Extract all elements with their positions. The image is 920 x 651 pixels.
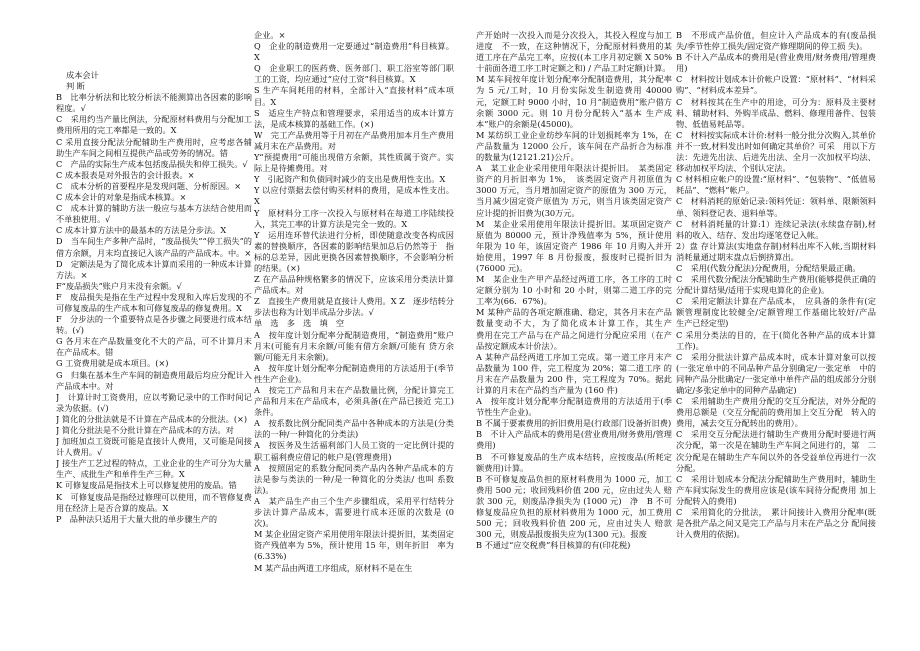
paragraph: J 加班加点工资既可能是直接计人费用，又可能是间接计人费用。√ bbox=[56, 436, 252, 458]
paragraph: S 生产车间耗用的材料，全部计入“直接材料”成本项目。X bbox=[254, 85, 454, 107]
paragraph: A 按完工产品和月末在产品数量比例，分配计算完工产品和月末在产品成本，必须具备(在产品已接近 完工)条件。 bbox=[254, 385, 454, 418]
paragraph: P 品种法只适用于大量大批的单步骤生产的 bbox=[56, 513, 218, 524]
paragraph: C 采用分类法的目的，在于(简化各种产品的成本计算工作)。 bbox=[676, 329, 876, 351]
paragraph: C 采用计划成本分配法分配辅助生产费用时，辅助生产车间实际发生的费用应该是(该车间待分配费用 加上分配转入的费用) bbox=[676, 473, 876, 506]
paragraph: G 各月末在产品数量变化不大的产品，可不计算月末在产品成本。错 bbox=[56, 336, 252, 358]
paragraph: C 材料消耗的原始记录:领料凭证：领料单、限额领料单、领料登记表、退料单等。 bbox=[676, 196, 876, 218]
paragraph: B 不可修复废品负担的原材料费用为 1000 元，加工费用 500 元；收回残料价值 200 元，应由过失人 赔款 300 元，则废品净损失为 (1000 元) 净 B 不可修复废品应负担的原材料费用为 1000 元，加工费用 500 元；回收残料价值 200 元，应由过失人 赔款 300 元，则废品报废损失应为(1300 元)。报废 bbox=[476, 473, 672, 540]
paragraph: C 成本报表是对外报告的会计报表。× bbox=[56, 169, 195, 180]
paragraph: C 采用辅助生产费用分配的交互分配法，对外分配的费用总额是（交互分配前的费用加上交互分配 转入的费用，减去交互分配转出的费用）。 bbox=[676, 396, 876, 429]
paragraph: Y 原材料分工序一次投入与原材料在每道工序陆续投入，其完工率的计算方法是完全一致的。X bbox=[254, 207, 454, 229]
paragraph: 2）盘 存计算法(实地盘存制)材料出库不入帐,当期材料消耗量通过期末盘点后倒挤算出。 bbox=[676, 240, 876, 262]
paragraph: A 按医务及生活福利部门人员工资的一定比例计提的职工福利费应借记的帐户是(管理费用) bbox=[254, 440, 454, 462]
paragraph: Q 企业的制造费用一定要通过“制造费用”科目核算。X bbox=[254, 41, 454, 63]
paragraph: J 简化分批法是不分批计算在产品成本的方法。对 bbox=[56, 425, 234, 435]
paragraph: A 某产品生产由三个生产步骤组成，采用平行结转分步法计算产品成本，需要进行成本还原的次数是 (0 次)。 bbox=[254, 495, 454, 529]
paragraph: Y“预提费用”可能出现借方余额，其性质属于资产。实际上是待摊费用。对 bbox=[254, 152, 454, 174]
paragraph: A 某工业企业采用使用年限法计提折旧。 某类固定资产的月折旧率为 1%， 该类固定资产月初原值为 3000 万元，当月增加固定资产的原值为 300 万元，当月减少固定资产原值为 万元，则当月该类固定资产 应计提的折旧费为(30万元。 bbox=[476, 163, 672, 218]
paragraph: M 某企业生产甲产品经过两道工序，各工序的工时定额分别为 10 小时和 20 小时，则第二道工序的完 工率为(66．67%)。 bbox=[476, 274, 672, 307]
paragraph: M 某产品由两道工序组成，原材料不是在生 bbox=[254, 562, 413, 573]
paragraph: Y 以应付票据去偿付购买材料的费用，是成本性支出。X bbox=[254, 185, 454, 207]
paragraph: B 不计入产品成本的费用是(营业费用/财务费用/管理费用) bbox=[476, 429, 672, 451]
paragraph: J 计算计时工资费用，应以考勤记录中的工作时间记录为依据。(√) bbox=[56, 391, 252, 413]
paragraph: C 成本计算方法中的最基本的方法是分步法。X bbox=[56, 225, 227, 236]
paragraph: Y 引起资产和负债同时减少的支出是费用性支出。X bbox=[254, 174, 446, 185]
paragraph: K 可修复废品是指技术上可以修复使用的废品。错 bbox=[56, 480, 237, 491]
paragraph: B 不可修复废品的生产成本结转，应按废品(所耗定额费用)计算。 bbox=[476, 451, 672, 473]
paragraph: A 按年度计划分配率分配制造费用的方法适用于(季节性生产企业)。 bbox=[254, 362, 454, 384]
paragraph: B 不形成产品价值，但应计入产品成本的有(废品损失/季节性停工损失/固定资产修理期间的停工损 失)。 bbox=[676, 30, 876, 52]
paragraph: D 当车间生产多种产品时，“废品损失”“停工损失”的借方余额，月末均直接记入该产品的产品成本。中。× bbox=[56, 236, 252, 258]
paragraph: M 某车间按年度计划分配率分配制造费用，其分配率为 5 元/工时，10 月份实际发生制造费用 40000 元，定额工时 9000 小时，10 月“制造费用”账户借方余额 3000 元。则 10 月份分配转入“基本 生产成本”账户的余额是(45000)。 bbox=[476, 74, 672, 129]
paragraph: M 某企业固定资产采用使用年限法计提折旧，某类固定资产残值率为 5%，预计使用 15 年，则年折旧 率为(6.33%) bbox=[254, 529, 454, 562]
paragraph: Y 运用连环替代法进行分析，即使随意改变各构成因素的替换顺序，各因素的影响结果加总后仍然等于 指标的总差异，因此更换各因素替换顺序，不会影响分析的结果。(×) bbox=[254, 229, 454, 273]
section-heading: 判 断 bbox=[66, 81, 85, 92]
paragraph: C 成本分析的首要程序是发现问题、分析原因。× bbox=[56, 180, 242, 191]
text-column-3 bbox=[476, 30, 672, 645]
paragraph: C 采用简化的分批法， 累计间接计入费用分配率(既是各批产品之间又是完工产品与月末在产品之分 配间接计入费用的依据)。 bbox=[676, 507, 876, 540]
paragraph: B 不属于要素费用的折旧费用是(行政部门设备折旧费) bbox=[476, 418, 672, 429]
paragraph: C 成本计算的辅助方法一般应与基本方法结合使用而不单独使用。√ bbox=[56, 203, 252, 225]
paragraph: C 材料按计划成本计价帐户设置：“原材料”、“材料采购”、“材料成本差异”。 bbox=[676, 74, 876, 96]
text-column-2 bbox=[254, 30, 454, 645]
paragraph: M 某纺织工业企业纺纱车间的计划损耗率为 1%，在产品数量为 12000 公斤，该车间在产品折合为标准 的数量为(12121.21)公斤。 bbox=[476, 129, 672, 163]
paragraph: B 比率分析法和比较分析法不能测算出各因素的影响程度。√ bbox=[56, 92, 252, 114]
paragraph: C 采用直接分配法分配辅助生产费用时，应考虑各辅助生产车间之间相互提供产品或劳务的情况。错 bbox=[56, 136, 252, 158]
text-column-4 bbox=[676, 30, 876, 645]
paragraph: B 不通过“应交税费”科目核算的有(印花税) bbox=[476, 540, 631, 551]
paragraph: C 材料消耗量的计算:1）连续记录法(永续盘存制),材料的收入、结存、发出均逐笔登记入帐。 bbox=[676, 218, 876, 240]
text-column-1 bbox=[56, 70, 252, 645]
paragraph: C 采用交互分配法进行辅助生产费用分配时要进行两次分配，第一次是在辅助生产车间之间进行的，第 二次分配是在辅助生产车间以外的各受益单位再进行一次分配。 bbox=[676, 429, 876, 473]
paragraph: Z 在产品品种规格繁多的情况下，应该采用分类法计算产品成本。对 bbox=[254, 274, 454, 296]
paragraph: J 接生产工艺过程的特点，工业企业的生产可分为大量生产、成批生产和单件生产三种。X bbox=[56, 458, 252, 480]
paragraph: Z 直接生产费用就是直接计人费用。X Z 逐步结转分步法也称为计划半成品分步法。√ bbox=[254, 296, 454, 318]
paragraph: C 采用分批法计算产品成本时，成本计算对象可以按(一张定单中的不同品种产品分别确定/一张定单 中的同种产品分批确定/一张定单中单件产品的组成部分分别确定/多张定单中的同种产品确定) bbox=[676, 351, 876, 395]
paragraph: K 可修复废品是指经过修理可以使用，而不管修复费用在经济上是否合算的废品。X bbox=[56, 491, 252, 513]
paragraph: A 按系数比例分配同类产品中各种成本的方法是(分类法的一种/一种简化的分类法) bbox=[254, 418, 454, 440]
document-title: 成本会计 bbox=[66, 70, 99, 80]
paragraph: 产开始时一次投入而是分次投入，其投入程度与加工进度 不一致，在这种情况下，分配原材料费用的某道工序在产品完工率，应按((本工序月初定额 X 50% 十前面各道工序工时定额之和) / 产品工时定额)计算。 bbox=[476, 30, 672, 74]
paragraph: C 产品的实际生产成本包括废品损失和停工损失。√ bbox=[56, 158, 248, 169]
paragraph: C 材料按其在生产中的用途，可分为：原料及主要材料、辅助材料、外购半成品、燃料、修理用备件、包装物、低值易耗品等。 bbox=[676, 96, 876, 129]
paragraph: C 成本会计的对象是指成本核算。× bbox=[56, 192, 187, 203]
paragraph: F“废品损失”账户月末没有余额。√ bbox=[56, 280, 182, 291]
paragraph: D 定额法是为了简化成本计算而采用的一种成本计算方法。× bbox=[56, 258, 252, 280]
paragraph: C 材料相应帐户的设置:“原材料”、“包装物”、“低值易耗品”、“燃料”帐户。 bbox=[676, 174, 876, 196]
paragraph: C 采用(代数分配法)分配费用，分配结果最正确。 bbox=[676, 262, 861, 273]
paragraph: S 适应生产特点和管理要求，采用适当的成本计算方法，是成本核算的基础工作。(×) bbox=[254, 107, 454, 129]
paragraph: 单 选 多 选 填 空 bbox=[254, 318, 345, 329]
paragraph: A 某种产品经两道工序加工完成。第一道工序月末产品数量为 100 件，完工程度为 20%；第二道工序 的月末在产品数量为 200 件，完工程度为 70%。据此计算的月末在产品约当产量为 (160 件) bbox=[476, 351, 672, 395]
paragraph: C 采用代数分配法分配辅助生产费用(能够提供正确的分配计算结果/适用于实现电算化的企业)。 bbox=[676, 274, 876, 296]
paragraph: C 采用定额法计算在产品成本， 应具备的条件有(定额管理制度比较健全/定额管理工作基础比较好/产品 生产已经定型) bbox=[676, 296, 876, 329]
paragraph: G 工资费用就是成本项目。(×) bbox=[56, 358, 169, 369]
paragraph: J 简化的分批法就是不计算在产品成本的分批法。(×) bbox=[56, 413, 248, 424]
paragraph: C 采用约当产量比例法，分配原材料费用与分配加工费用所用的完工率都是一致的。X bbox=[56, 114, 252, 136]
paragraph: C 材料按实际成本计价:材料一般分批分次购入,其单价并不一致,材料发出时如何确定其单价？可采 用以下方法：先进先出法、后进先出法、全月一次加权平均法、移动加权平均法、个别认定法。 bbox=[676, 129, 876, 174]
paragraph: B 不计入产品成本的费用是(营业费用/财务费用/管理费用) bbox=[676, 52, 876, 74]
column-1-body bbox=[56, 92, 252, 525]
paragraph: A 按年度计划分配率分配制造费用，“制造费用”账户月末(可能有月末余额/可能有借方余额/可能有 贷方余额/可能无月末余额)。 bbox=[254, 329, 454, 362]
paragraph: W 完工产品费用等于月初在产品费用加本月生产费用减月末在产品费用。对 bbox=[254, 129, 454, 151]
paragraph: F 分步法的一个重要特点是各步骤之间要进行成本结转。(√) bbox=[56, 314, 252, 336]
paragraph: Q 企业职工的医药费、医务部门、职工浴室等部门职工的工资，均应通过“应付工资”科目核算。X bbox=[254, 63, 454, 85]
paragraph: A 按照固定的系数分配同类产品内各种产品成本的方法是参与类法的一种/是一种简化的分类法/ 也叫 系数法)。 bbox=[254, 462, 454, 495]
paragraph: 企业。× bbox=[254, 30, 286, 40]
paragraph: A 按年度计划分配率分配制造费用的方法适用于(季节性生产企业)。 bbox=[476, 396, 672, 418]
paragraph: G 归集在基本生产车间的制造费用最后均应分配计入产品成本中。对 bbox=[56, 369, 252, 391]
paragraph: M 某种产品的各项定额准确、稳定，其各月末在产品数量变动不大，为了简化成本计算工作，其生产 费用在完工产品与在产品之间进行分配应采用（在产品按定额成本计价法）。 bbox=[476, 307, 672, 351]
paragraph: F 废品损失是指在生产过程中发现和入库后发现的不可修复废品的生产成本和可修复废品的修复费用。X bbox=[56, 291, 252, 313]
paragraph: M 某企业采用使用年限法计提折旧。某项固定资产原值为 80000 元，预计净残值率为 5%，预计使用 年限为 10 年，该固定资产 1986 年 10 月购入并开始使用，1997 年 8 月份报废，报废时已提折旧为 (76000 元)。 bbox=[476, 218, 672, 273]
